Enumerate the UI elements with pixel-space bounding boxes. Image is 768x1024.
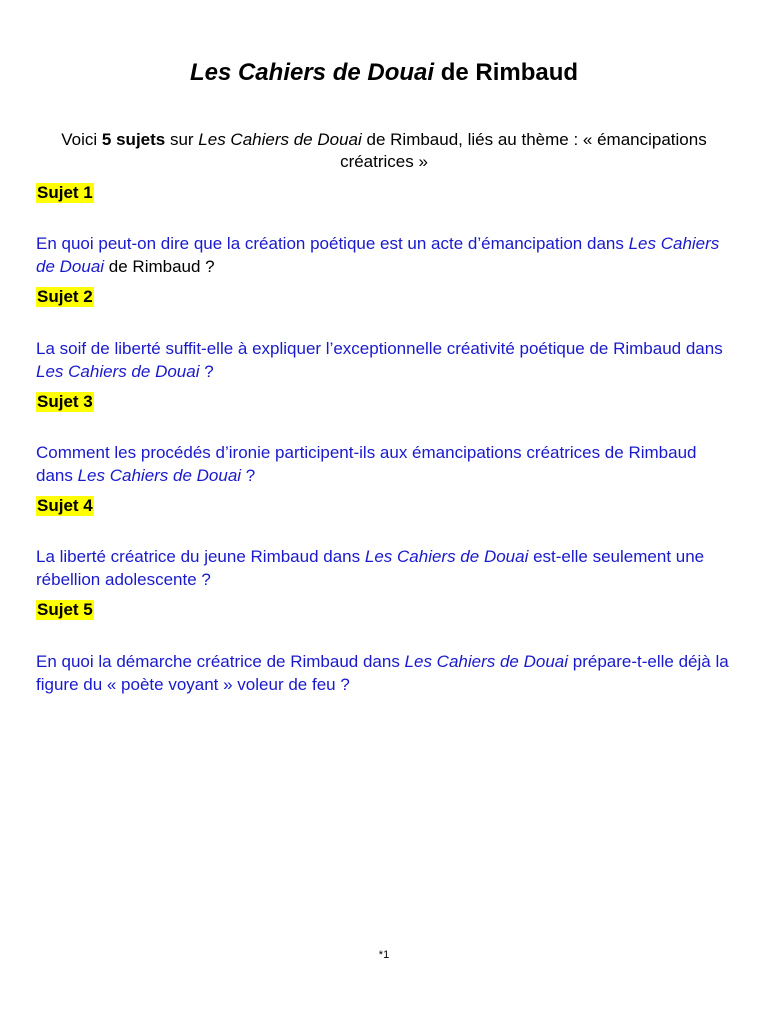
subject-label-2: Sujet 2 [37, 287, 93, 306]
title-rest: de Rimbaud [434, 59, 579, 86]
subject-question-3 [36, 442, 736, 487]
question-work: Les Cahiers de Douai [36, 234, 720, 276]
subject-label-4: Sujet 4 [37, 496, 93, 515]
subject-label-1: Sujet 1 [37, 183, 93, 202]
question-work: Les Cahiers de Douai [77, 466, 242, 485]
subject-question-5 [36, 651, 736, 696]
subject-question-1 [36, 233, 736, 278]
subject-question-2 [36, 338, 736, 383]
question-work: Les Cahiers de Douai [36, 362, 200, 381]
question-text-a: En quoi la démarche créatrice de Rimbaud dans [36, 652, 405, 671]
question-text-b: ? [241, 466, 256, 485]
intro-sur: sur [165, 130, 199, 149]
question-text-a: Comment les procédés d’ironie participent-ils aux émancipations créatrices de Rimbaud dans [36, 443, 697, 485]
question-text-b: prépare-t-elle déjà la figure du « poète voyant » voleur de feu ? [36, 652, 729, 694]
question-text-b: ? [199, 362, 214, 381]
title-work: Les Cahiers de Douai [189, 59, 435, 86]
subject-question-4 [36, 546, 736, 591]
intro-work: Les Cahiers de Douai [198, 130, 362, 149]
question-text-a: La liberté créatrice du jeune Rimbaud dans [36, 547, 365, 566]
intro-after: de Rimbaud, liés au thème : « émancipations créatrices » [340, 130, 707, 171]
question-work: Les Cahiers de Douai [404, 652, 569, 671]
subject-label-5: Sujet 5 [37, 600, 93, 619]
intro-paragraph [36, 129, 732, 173]
intro-voici: Voici [61, 130, 102, 149]
question-work: Les Cahiers de Douai [364, 547, 529, 566]
subject-label-3: Sujet 3 [37, 392, 93, 411]
question-text-b: est-elle seulement une rébellion adolescente ? [36, 547, 705, 589]
question-text-a: En quoi peut-on dire que la création poétique est un acte d’émancipation dans [36, 234, 629, 253]
intro-count: 5 sujets [101, 130, 166, 149]
question-text-b: de Rimbaud ? [104, 257, 215, 276]
page-number: *1 [378, 949, 390, 961]
page-title [0, 58, 768, 88]
question-text-a: La soif de liberté suffit-elle à expliquer l’exceptionnelle créativité poétique de Rimbaud dans [36, 339, 723, 358]
